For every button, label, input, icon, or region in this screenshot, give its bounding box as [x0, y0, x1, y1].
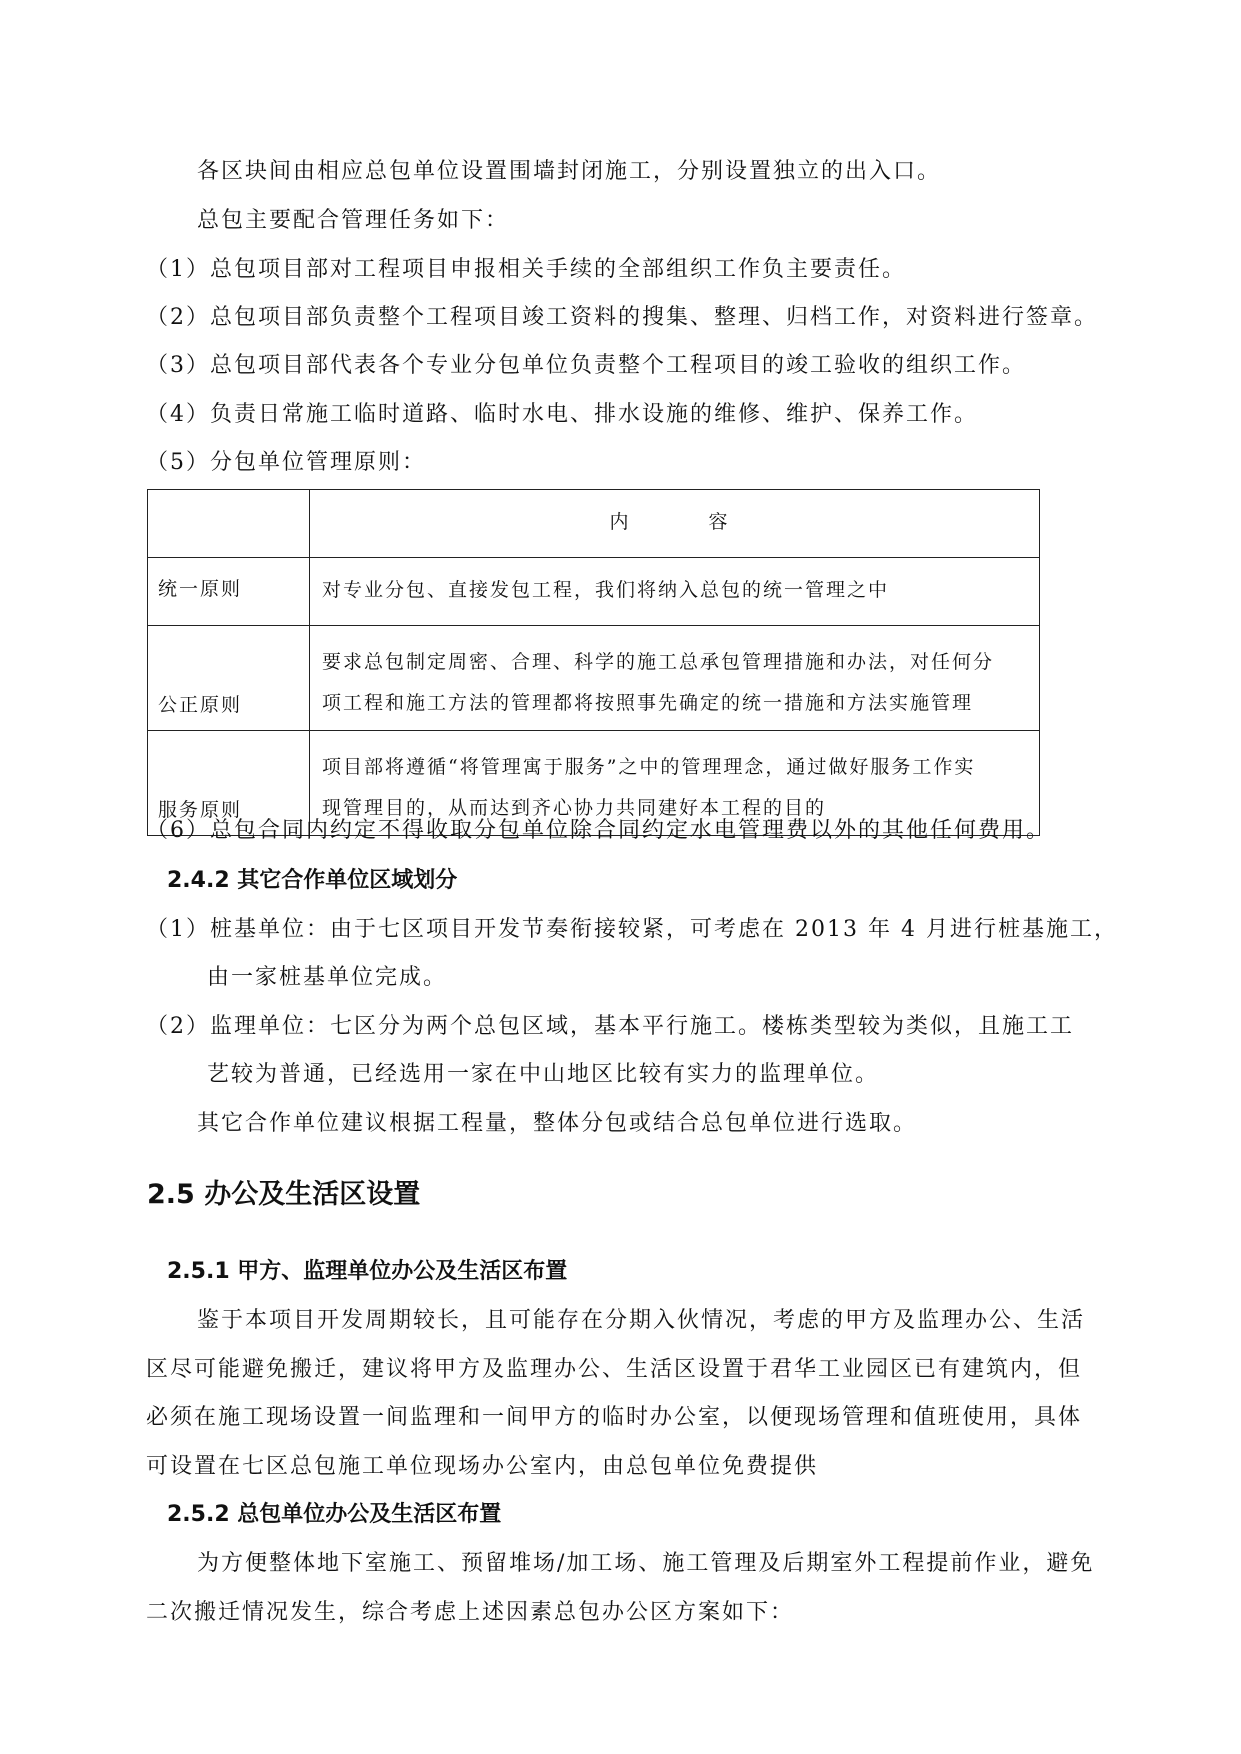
table-cell-label: 公正原则: [148, 626, 310, 731]
section-heading: 2.5.1 甲方、监理单位办公及生活区布置: [167, 1259, 568, 1284]
paragraph-line: 区尽可能避免搬迁，建议将甲方及监理办公、生活区设置于君华工业园区已有建筑内，但: [146, 1357, 1083, 1382]
table-cell-line: 项工程和施工方法的管理都将按照事先确定的统一措施和方法实施管理: [322, 692, 974, 714]
paragraph-line: 必须在施工现场设置一间监理和一间甲方的临时办公室，以便现场管理和值班使用，具体: [146, 1405, 1083, 1430]
table-header-cell: 内容: [310, 490, 1040, 558]
section-heading: 2.5 办公及生活区设置: [147, 1179, 421, 1210]
list-item: （2）监理单位：七区分为两个总包区域，基本平行施工。楼栋类型较为类似，且施工工: [146, 1014, 1074, 1039]
paragraph-line: 为方便整体地下室施工、预留堆场/加工场、施工管理及后期室外工程提前作业，避免: [197, 1551, 1095, 1576]
list-item: （1）桩基单位：由于七区项目开发节奏衔接较紧，可考虑在 2013 年 4 月进行桩基施工，: [146, 917, 1118, 942]
table-row: [148, 558, 1040, 626]
list-item: （1）总包项目部对工程项目申报相关手续的全部组织工作负主要责任。: [146, 257, 906, 282]
management-principles-table: [147, 489, 1040, 836]
table-cell-line: 对专业分包、直接发包工程，我们将纳入总包的统一管理之中: [322, 579, 890, 601]
table-cell-content: [310, 558, 1040, 626]
paragraph-line: 鉴于本项目开发周期较长，且可能存在分期入伙情况，考虑的甲方及监理办公、生活: [197, 1308, 1086, 1333]
table-cell-label: 统一原则: [148, 558, 310, 626]
paragraph-line: 可设置在七区总包施工单位现场办公室内，由总包单位免费提供: [146, 1454, 819, 1479]
paragraph-line: 二次搬迁情况发生，综合考虑上述因素总包办公区方案如下：: [146, 1600, 795, 1625]
table-header-cell: [148, 490, 310, 558]
list-item: （5）分包单位管理原则：: [146, 450, 426, 475]
table-cell-line: 项目部将遵循“将管理寓于服务”之中的管理理念，通过做好服务工作实: [322, 756, 976, 778]
table-cell-content: [310, 626, 1040, 731]
paragraph: 各区块间由相应总包单位设置围墙封闭施工，分别设置独立的出入口。: [197, 159, 942, 184]
list-item-continuation: 由一家桩基单位完成。: [207, 965, 448, 990]
table-cell-line: 要求总包制定周密、合理、科学的施工总承包管理措施和办法，对任何分: [322, 651, 995, 673]
table-cell-label: 服务原则: [148, 731, 310, 836]
section-heading: 2.5.2 总包单位办公及生活区布置: [167, 1502, 502, 1527]
list-item: （2）总包项目部负责整个工程项目竣工资料的搜集、整理、归档工作，对资料进行签章。: [146, 305, 1099, 330]
table-header-row: [148, 490, 1040, 558]
list-item: （3）总包项目部代表各个专业分包单位负责整个工程项目的竣工验收的组织工作。: [146, 353, 1026, 378]
table-row: [148, 626, 1040, 731]
section-heading: 2.4.2 其它合作单位区域划分: [167, 868, 458, 893]
list-item: （4）负责日常施工临时道路、临时水电、排水设施的维修、维护、保养工作。: [146, 402, 978, 427]
table-cell-line: 现管理目的，从而达到齐心协力共同建好本工程的目的: [322, 797, 827, 819]
paragraph: 其它合作单位建议根据工程量，整体分包或结合总包单位进行选取。: [197, 1111, 918, 1136]
paragraph: 总包主要配合管理任务如下：: [197, 208, 510, 233]
list-item-continuation: 艺较为普通，已经选用一家在中山地区比较有实力的监理单位。: [207, 1062, 880, 1087]
list-item: （6）总包合同内约定不得收取分包单位除合同约定水电管理费以外的其他任何费用。: [146, 818, 1050, 843]
